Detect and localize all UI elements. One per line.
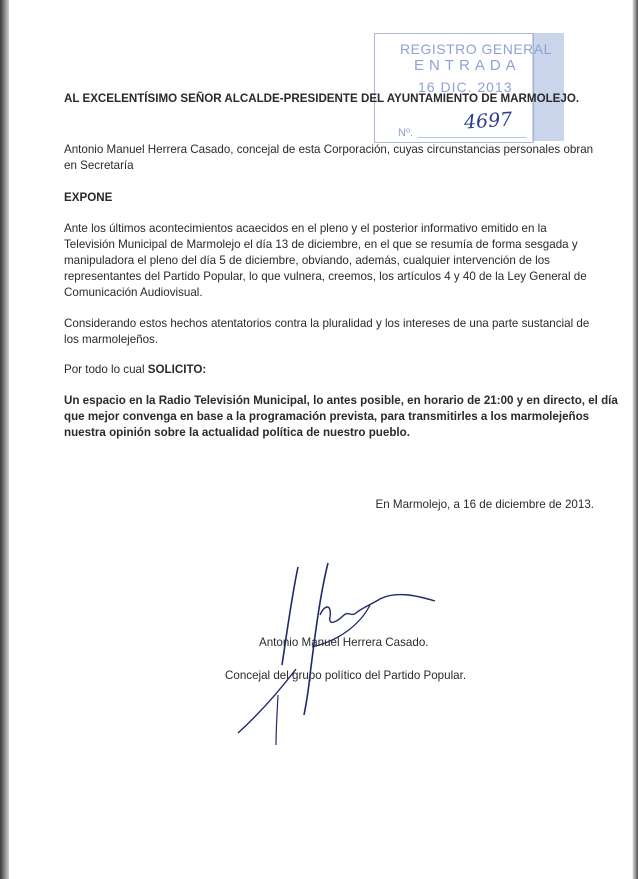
intro-line-1: Antonio Manuel Herrera Casado, concejal de esta Corporación, cuyas circunstancias personales obran <box>64 143 594 156</box>
stamp-handwritten-number: 4697 <box>463 108 514 134</box>
expone-heading: EXPONE <box>64 191 113 204</box>
stamp-date: 16 DIC. 2013 <box>418 79 513 95</box>
signer-name: Antonio Manuel Herrera Casado. <box>259 636 429 649</box>
paragraph1-line: manipuladora el pleno del día 5 de diciembre, obviando, además, cualquier intervención de los <box>64 254 550 267</box>
paragraph1-line: Ante los últimos acontecimientos acaecidos en el pleno y el posterior informativo emitido en la <box>64 222 547 235</box>
paragraph1-line: Televisión Municipal de Marmolejo el día 13 de diciembre, en el que se resumía de forma sesgada y <box>64 238 578 251</box>
request-line: nuestra opinión sobre la actualidad política de nuestro pueblo. <box>64 426 410 439</box>
request-line: que mejor convenga en base a la programación prevista, para transmitirles a los marmolejeños <box>64 410 590 423</box>
request-line: Un espacio en la Radio Televisión Municipal, lo antes posible, en horario de 21:00 y en directo, el día <box>64 394 618 407</box>
solicito-line <box>64 362 206 378</box>
stamp-entry: ENTRADA <box>414 57 521 74</box>
paragraph1-line: Comunicación Audiovisual. <box>64 286 203 299</box>
handwritten-signature <box>220 555 460 755</box>
paragraph1-line: representantes del Partido Popular, lo que vulnera, creemos, los artículos 4 y 40 de la Ley General de <box>64 270 587 283</box>
solicito-prefix: Por todo lo cual <box>64 363 148 376</box>
scan-left-edge <box>0 0 9 879</box>
scan-right-edge <box>632 0 638 879</box>
intro-line-2: en Secretaría <box>64 159 134 172</box>
signer-role: Concejal del grupo político del Partido Popular. <box>225 669 467 682</box>
stamp-title: REGISTRO GENERAL <box>400 41 552 57</box>
place-date: En Marmolejo, a 16 de diciembre de 2013. <box>375 498 594 511</box>
paragraph2-line: los marmolejeños. <box>64 333 159 346</box>
stamp-number-line <box>418 137 526 138</box>
addressee: AL EXCELENTÍSIMO SEÑOR ALCALDE-PRESIDENTE DEL AYUNTAMIENTO DE MARMOLEJO. <box>64 92 580 105</box>
paragraph2-line: Considerando estos hechos atentatorios contra la pluralidad y los intereses de una parte sustancial de <box>64 317 590 330</box>
stamp-number-label: Nº. <box>398 127 414 139</box>
solicito-word: SOLICITO: <box>147 363 207 376</box>
